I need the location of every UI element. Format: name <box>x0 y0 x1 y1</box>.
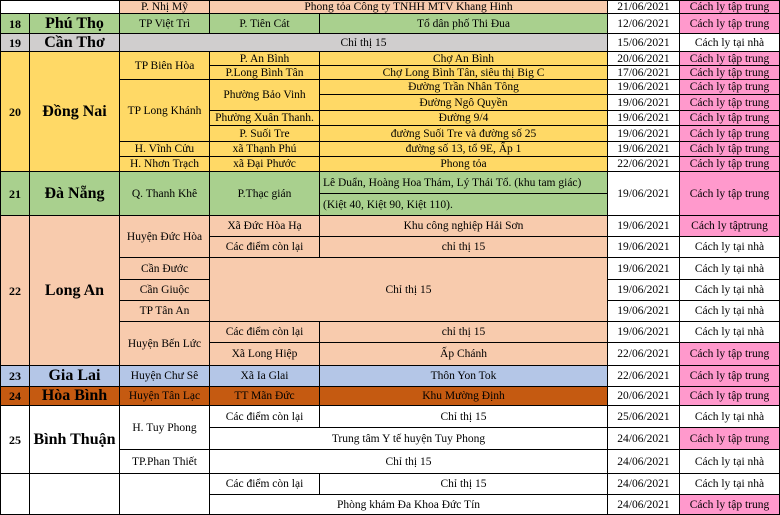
table-cell: Chỉ thị 15 <box>210 450 608 474</box>
table-cell: 24/06/2021 <box>608 428 680 450</box>
table-cell: Khu Mường Định <box>320 387 608 406</box>
table-cell: Cách ly tập trung <box>680 495 780 515</box>
table-cell: Các điểm còn lại <box>210 474 320 495</box>
table-cell: Cách ly tập trung <box>680 366 780 387</box>
table-cell: Phú Thọ <box>30 14 120 34</box>
table-cell: 19/06/2021 <box>608 258 680 280</box>
table-cell <box>30 474 120 515</box>
row-number-cell: 19 <box>0 34 30 52</box>
table-cell: P. Nhị Mỹ <box>120 0 210 14</box>
table-cell: Cách ly tại nhà <box>680 474 780 495</box>
table-cell: 19/06/2021 <box>608 172 680 216</box>
table-cell: 24/06/2021 <box>608 450 680 474</box>
table-cell: Phường Bảo Vinh <box>210 80 320 111</box>
row-number-cell: 25 <box>0 406 30 474</box>
table-cell: Huyện Bến Lức <box>120 322 210 366</box>
table-cell: TP Long Khánh <box>120 80 210 142</box>
table-cell: Xã Long Hiệp <box>210 343 320 366</box>
table-cell: Phong tỏa Công ty TNHH MTV Khang Hinh <box>210 0 608 14</box>
row-number-cell: 21 <box>0 172 30 216</box>
table-cell: 22/06/2021 <box>608 343 680 366</box>
table-cell: Cách ly tập trung <box>680 52 780 66</box>
table-cell: 19/06/2021 <box>608 142 680 157</box>
row-number-cell: 18 <box>0 14 30 34</box>
row-number-cell: 22 <box>0 216 30 366</box>
table-cell: Cách ly tập trung <box>680 126 780 142</box>
table-cell: Huyện Đức Hòa <box>120 216 210 258</box>
table-cell: 19/06/2021 <box>608 216 680 237</box>
table-cell: Cách ly tại nhà <box>680 301 780 322</box>
table-cell: Cách ly tậptrung <box>680 216 780 237</box>
table-cell: chỉ thị 15 <box>320 322 608 343</box>
table-cell: P. Suối Tre <box>210 126 320 142</box>
table-cell: Các điểm còn lại <box>210 406 320 428</box>
table-cell: xã Thạnh Phú <box>210 142 320 157</box>
table-cell: Chợ An Bình <box>320 52 608 66</box>
table-cell: Cần Giuộc <box>120 280 210 301</box>
table-cell: TP Việt Trì <box>120 14 210 34</box>
table-cell: xã Đại Phước <box>210 157 320 172</box>
table-cell: H. Vĩnh Cửu <box>120 142 210 157</box>
table-cell: Q. Thanh Khê <box>120 172 210 216</box>
table-cell: 25/06/2021 <box>608 406 680 428</box>
table-cell: Cần Đước <box>120 258 210 280</box>
table-cell: Đường Trần Nhân Tông <box>320 80 608 95</box>
row-number-cell: 23 <box>0 366 30 387</box>
table-cell: Cách ly tại nhà <box>680 34 780 52</box>
table-cell: TT Mãn Đức <box>210 387 320 406</box>
table-cell: Đường Ngô Quyền <box>320 95 608 111</box>
table-cell: 19/06/2021 <box>608 111 680 126</box>
table-cell: Cách ly tập trung <box>680 80 780 95</box>
table-cell: Cách ly tập trung <box>680 157 780 172</box>
table-cell: 20/06/2021 <box>608 52 680 66</box>
table-cell: Tổ dân phố Thi Đua <box>320 14 608 34</box>
table-cell: 17/06/2021 <box>608 66 680 80</box>
table-cell: Khu công nghiệp Hải Sơn <box>320 216 608 237</box>
table-cell: Cách ly tại nhà <box>680 258 780 280</box>
table-cell: 19/06/2021 <box>608 301 680 322</box>
table-cell: Cần Thơ <box>30 34 120 52</box>
table-cell: P. Tiên Cát <box>210 14 320 34</box>
table-cell: Bình Thuận <box>30 406 120 474</box>
table-cell: Cách ly tại nhà <box>680 237 780 258</box>
table-cell: 21/06/2021 <box>608 0 680 14</box>
table-cell: 19/06/2021 <box>608 80 680 95</box>
table-cell: Hòa Bình <box>30 387 120 406</box>
row-number-cell <box>0 0 120 14</box>
table-cell: Các điểm còn lại <box>210 237 320 258</box>
table-cell: Cách ly tập trung <box>680 95 780 111</box>
table-cell: 24/06/2021 <box>608 474 680 495</box>
table-cell: Cách ly tập trung <box>680 111 780 126</box>
table-cell: Chỉ thị 15 <box>320 406 608 428</box>
table-cell: Cách ly tại nhà <box>680 280 780 301</box>
table-cell: (Kiệt 40, Kiệt 90, Kiệt 110). <box>320 194 608 216</box>
table-cell: đường số 13, tổ 9E, Ấp 1 <box>320 142 608 157</box>
table-cell: Gia Lai <box>30 366 120 387</box>
table-cell: Xã Ia Glai <box>210 366 320 387</box>
row-number-cell: 24 <box>0 387 30 406</box>
table-cell: Cách ly tập trung <box>680 172 780 216</box>
table-cell: Phong tỏa <box>320 157 608 172</box>
table-cell: Lê Duẩn, Hoàng Hoa Thám, Lý Thái Tổ. (khu tam giác) <box>320 172 608 194</box>
table-cell: 15/06/2021 <box>608 34 680 52</box>
table-cell: Đường 9/4 <box>320 111 608 126</box>
table-cell: Cách ly tập trung <box>680 142 780 157</box>
table-cell: TP Tân An <box>120 301 210 322</box>
table-cell: Long An <box>30 216 120 366</box>
table-cell: đường Suối Tre và đường số 25 <box>320 126 608 142</box>
table-cell: 19/06/2021 <box>608 280 680 301</box>
table-cell: Cách ly tập trung <box>680 343 780 366</box>
table-cell: Cách ly tại nhà <box>680 322 780 343</box>
table-cell: chỉ thị 15 <box>320 237 608 258</box>
table-cell: Huyện Tân Lạc <box>120 387 210 406</box>
table-cell: Ấp Chánh <box>320 343 608 366</box>
table-cell: Cách ly tập trung <box>680 387 780 406</box>
table-cell: Đồng Nai <box>30 52 120 172</box>
table-cell: Chỉ thị 15 <box>120 34 608 52</box>
table-cell: Huyện Chư Sê <box>120 366 210 387</box>
table-cell: Cách ly tại nhà <box>680 406 780 428</box>
table-cell <box>120 474 210 515</box>
table-cell: 24/06/2021 <box>608 495 680 515</box>
table-cell: P.Thạc gián <box>210 172 320 216</box>
table-cell: Cách ly tập trung <box>680 14 780 34</box>
table-cell: Phòng khám Đa Khoa Đức Tín <box>210 495 608 515</box>
table-cell: 22/06/2021 <box>608 157 680 172</box>
table-cell: Phường Xuân Thanh. <box>210 111 320 126</box>
table-cell: TP Biên Hòa <box>120 52 210 80</box>
table-cell: Cách ly tập trung <box>680 428 780 450</box>
table-cell: P. An Bình <box>210 52 320 66</box>
table-cell: TP.Phan Thiết <box>120 450 210 474</box>
table-cell: 22/06/2021 <box>608 366 680 387</box>
table-cell: Trung tâm Y tế huyện Tuy Phong <box>210 428 608 450</box>
table-cell: Cách ly tập trung <box>680 0 780 14</box>
row-number-cell: 20 <box>0 52 30 172</box>
table-cell: Chỉ thị 15 <box>210 258 608 322</box>
table-cell: Các điểm còn lại <box>210 322 320 343</box>
table-cell: Chợ Long Bình Tân, siêu thị Big C <box>320 66 608 80</box>
table-cell: 19/06/2021 <box>608 322 680 343</box>
table-cell: P.Long Bình Tân <box>210 66 320 80</box>
row-number-cell <box>0 474 30 515</box>
table-cell: 12/06/2021 <box>608 14 680 34</box>
table-cell: Chỉ thị 15 <box>320 474 608 495</box>
table-cell: 19/06/2021 <box>608 95 680 111</box>
table-cell: H. Tuy Phong <box>120 406 210 450</box>
table-cell: 19/06/2021 <box>608 126 680 142</box>
table-cell: Thôn Yon Tok <box>320 366 608 387</box>
table-cell: H. Nhơn Trạch <box>120 157 210 172</box>
table-cell: Cách ly tập trung <box>680 66 780 80</box>
table-cell: Đà Nẵng <box>30 172 120 216</box>
table-cell: Xã Đức Hòa Hạ <box>210 216 320 237</box>
table-cell: Cách ly tại nhà <box>680 450 780 474</box>
table-cell: 20/06/2021 <box>608 387 680 406</box>
table-cell: 19/06/2021 <box>608 237 680 258</box>
